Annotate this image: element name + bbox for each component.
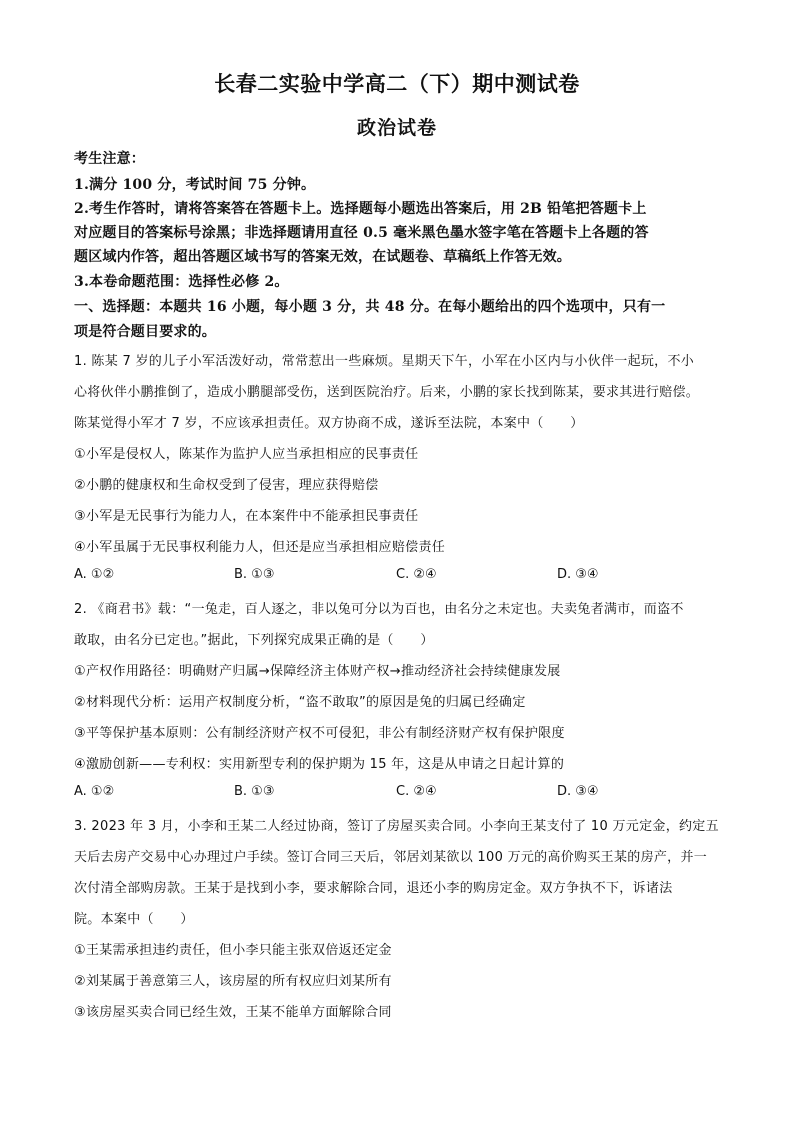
question-2-option-c: C. ②④: [396, 784, 437, 799]
question-2-option-a: A. ①②: [74, 784, 115, 799]
question-1-item: ④小军虽属于无民事权利能力人，但还是应当承担相应赔偿责任: [74, 540, 446, 555]
question-1-item: ①小军是侵权人，陈某作为监护人应当承担相应的民事责任: [74, 447, 419, 462]
question-2-item: ④激励创新——专利权：实用新型专利的保护期为 15 年，这是从申请之日起计算的: [74, 757, 565, 772]
notice-line: 3.本卷命题范围：选择性必修 2。: [74, 274, 289, 290]
question-1-stem: 1. 陈某 7 岁的儿子小军活泼好动，常常惹出一些麻烦。星期天下午，小军在小区内与小伙伴一起玩，不小: [74, 354, 695, 369]
question-2-stem: 敢取，由名分已定也。”据此，下列探究成果正确的是（ ）: [74, 633, 434, 648]
notice-line: 1.满分 100 分，考试时间 75 分钟。: [74, 177, 316, 193]
question-2-item: ②材料现代分析：运用产权制度分析，“盗不敢取”的原因是兔的归属已经确定: [74, 695, 526, 710]
section-heading: 一、选择题：本题共 16 小题，每小题 3 分，共 48 分。在每小题给出的四个选项中，只有一: [74, 299, 666, 315]
notice-line: 题区域内作答，超出答题区域书写的答案无效，在试题卷、草稿纸上作答无效。: [74, 249, 571, 265]
exam-title: 长春二实验中学高二（下）期中测试卷: [214, 71, 580, 96]
question-3-item: ②刘某属于善意第三人，该房屋的所有权应归刘某所有: [74, 974, 392, 989]
notice-line: 对应题目的答案标号涂黑；非选择题请用直径 0.5 毫米黑色墨水签字笔在答题卡上各题的答: [74, 225, 649, 241]
question-2-option-b: B. ①③: [234, 784, 275, 799]
question-3-stem: 天后去房产交易中心办理过户手续。签订合同三天后，邻居刘某欲以 100 万元的高价购买王某的房产，并一: [74, 850, 708, 865]
exam-subject: 政治试卷: [356, 117, 437, 139]
question-3-stem: 次付清全部购房款。王某于是找到小李，要求解除合同，退还小李的购房定金。双方争执不下，诉诸法: [74, 881, 673, 896]
question-2-stem: 2. 《商君书》载：“一兔走，百人逐之，非以兔可分以为百也，由名分之未定也。夫卖兔者满市，而盗不: [74, 602, 684, 617]
question-1-option-d: D. ③④: [557, 567, 599, 582]
question-3-item: ①王某需承担违约责任，但小李只能主张双倍返还定金: [74, 943, 392, 958]
section-heading: 项是符合题目要求的。: [74, 324, 216, 340]
question-3-item: ③该房屋买卖合同已经生效，王某不能单方面解除合同: [74, 1005, 392, 1020]
question-1-stem: 心将伙伴小鹏推倒了，造成小鹏腿部受伤，送到医院治疗。后来，小鹏的家长找到陈某，要求其进行赔偿。: [74, 385, 700, 400]
question-1-item: ③小军是无民事行为能力人，在本案件中不能承担民事责任: [74, 509, 419, 524]
question-3-stem: 院。本案中（ ）: [74, 912, 194, 927]
question-1-option-c: C. ②④: [396, 567, 437, 582]
question-2-item: ①产权作用路径：明确财产归属→保障经济主体财产权→推动经济社会持续健康发展: [74, 664, 561, 679]
question-2-item: ③平等保护基本原则：公有制经济财产权不可侵犯，非公有制经济财产权有保护限度: [74, 726, 565, 741]
question-1-option-a: A. ①②: [74, 567, 115, 582]
question-1-item: ②小鹏的健康权和生命权受到了侵害，理应获得赔偿: [74, 478, 379, 493]
question-1-option-b: B. ①③: [234, 567, 275, 582]
notice-line: 2.考生作答时，请将答案答在答题卡上。选择题每小题选出答案后，用 2B 铅笔把答题卡上: [74, 201, 647, 217]
notice-heading: 考生注意：: [74, 151, 145, 167]
question-2-option-d: D. ③④: [557, 784, 599, 799]
question-3-stem: 3. 2023 年 3 月，小李和王某二人经过协商，签订了房屋买卖合同。小李向王某支付了 10 万元定金，约定五: [74, 819, 719, 834]
question-1-stem: 陈某觉得小军才 7 岁，不应该承担责任。双方协商不成，遂诉至法院，本案中（ ）: [74, 416, 584, 431]
